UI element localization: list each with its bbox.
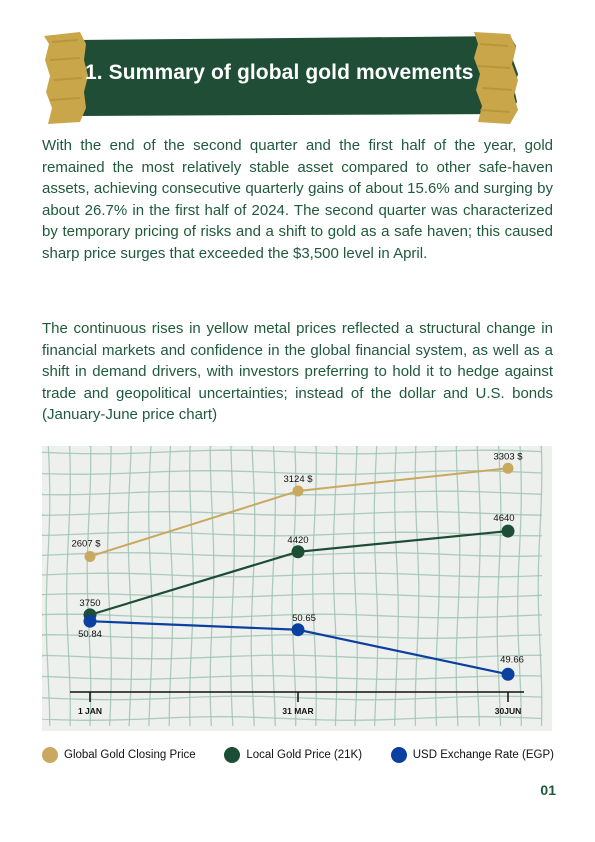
legend-swatch-global-gold [42,747,58,763]
data-label-local-gold: 4640 [493,513,515,525]
paragraph-summary: With the end of the second quarter and the first half of the year, gold remained the most relatively stable asset compared to other safe-haven assets, achieving consecutive quarterly gains of about 15.6% and surging by about 26.7% in the first half of 2024. The second quarter was characterized by temporary pricing of risks and a shift to gold as a safe haven; this caused sharp price surges that exceeded the $3,500 level in April. [42,137,553,262]
data-point-usd-rate [502,668,515,681]
x-tick-label: 31 MAR [282,706,314,716]
section-title: 1. Summary of global gold movements [85,61,474,84]
legend-item-usd-rate [391,747,554,763]
data-label-global-gold: 3303 $ [493,451,523,463]
data-label-global-gold: 2607 $ [71,538,101,550]
data-label-usd-rate: 50.84 [78,629,102,641]
legend-label-global-gold: Global Gold Closing Price [64,749,196,761]
x-tick-label: 30JUN [494,706,522,716]
legend-item-local-gold [224,747,362,763]
paragraph-structural-change: The continuous rises in yellow metal prices reflected a structural change in financial markets and confidence in the global financial system, as well as a shift in demand drivers, with investors preferring to hold it to hedge against trade and geopolitical uncertainties; instead of the dollar and U.S. bonds (January-June price chart) [42,320,553,424]
data-point-usd-rate [292,623,305,636]
price-chart-svg [42,446,552,731]
legend-swatch-local-gold [224,747,240,763]
data-label-local-gold: 3750 [79,597,101,609]
price-chart [42,446,552,731]
legend-swatch-usd-rate [391,747,407,763]
chart-legend [42,744,554,766]
legend-label-local-gold: Local Gold Price (21K) [246,749,363,761]
data-point-local-gold [502,525,515,538]
data-label-global-gold: 3124 $ [283,473,313,485]
legend-label-usd-rate: USD Exchange Rate (EGP) [412,749,554,761]
legend-item-global-gold [42,747,196,763]
data-point-local-gold [292,545,305,558]
data-label-usd-rate: 50.65 [292,612,316,624]
data-label-usd-rate: 49.66 [500,654,524,666]
data-point-global-gold [293,485,304,496]
data-point-global-gold [503,463,514,474]
data-point-usd-rate [84,615,97,628]
data-label-local-gold: 4420 [287,534,309,546]
page-number: 01 [540,782,556,798]
x-tick-label: 1 JAN [77,706,103,716]
data-point-global-gold [85,551,96,562]
